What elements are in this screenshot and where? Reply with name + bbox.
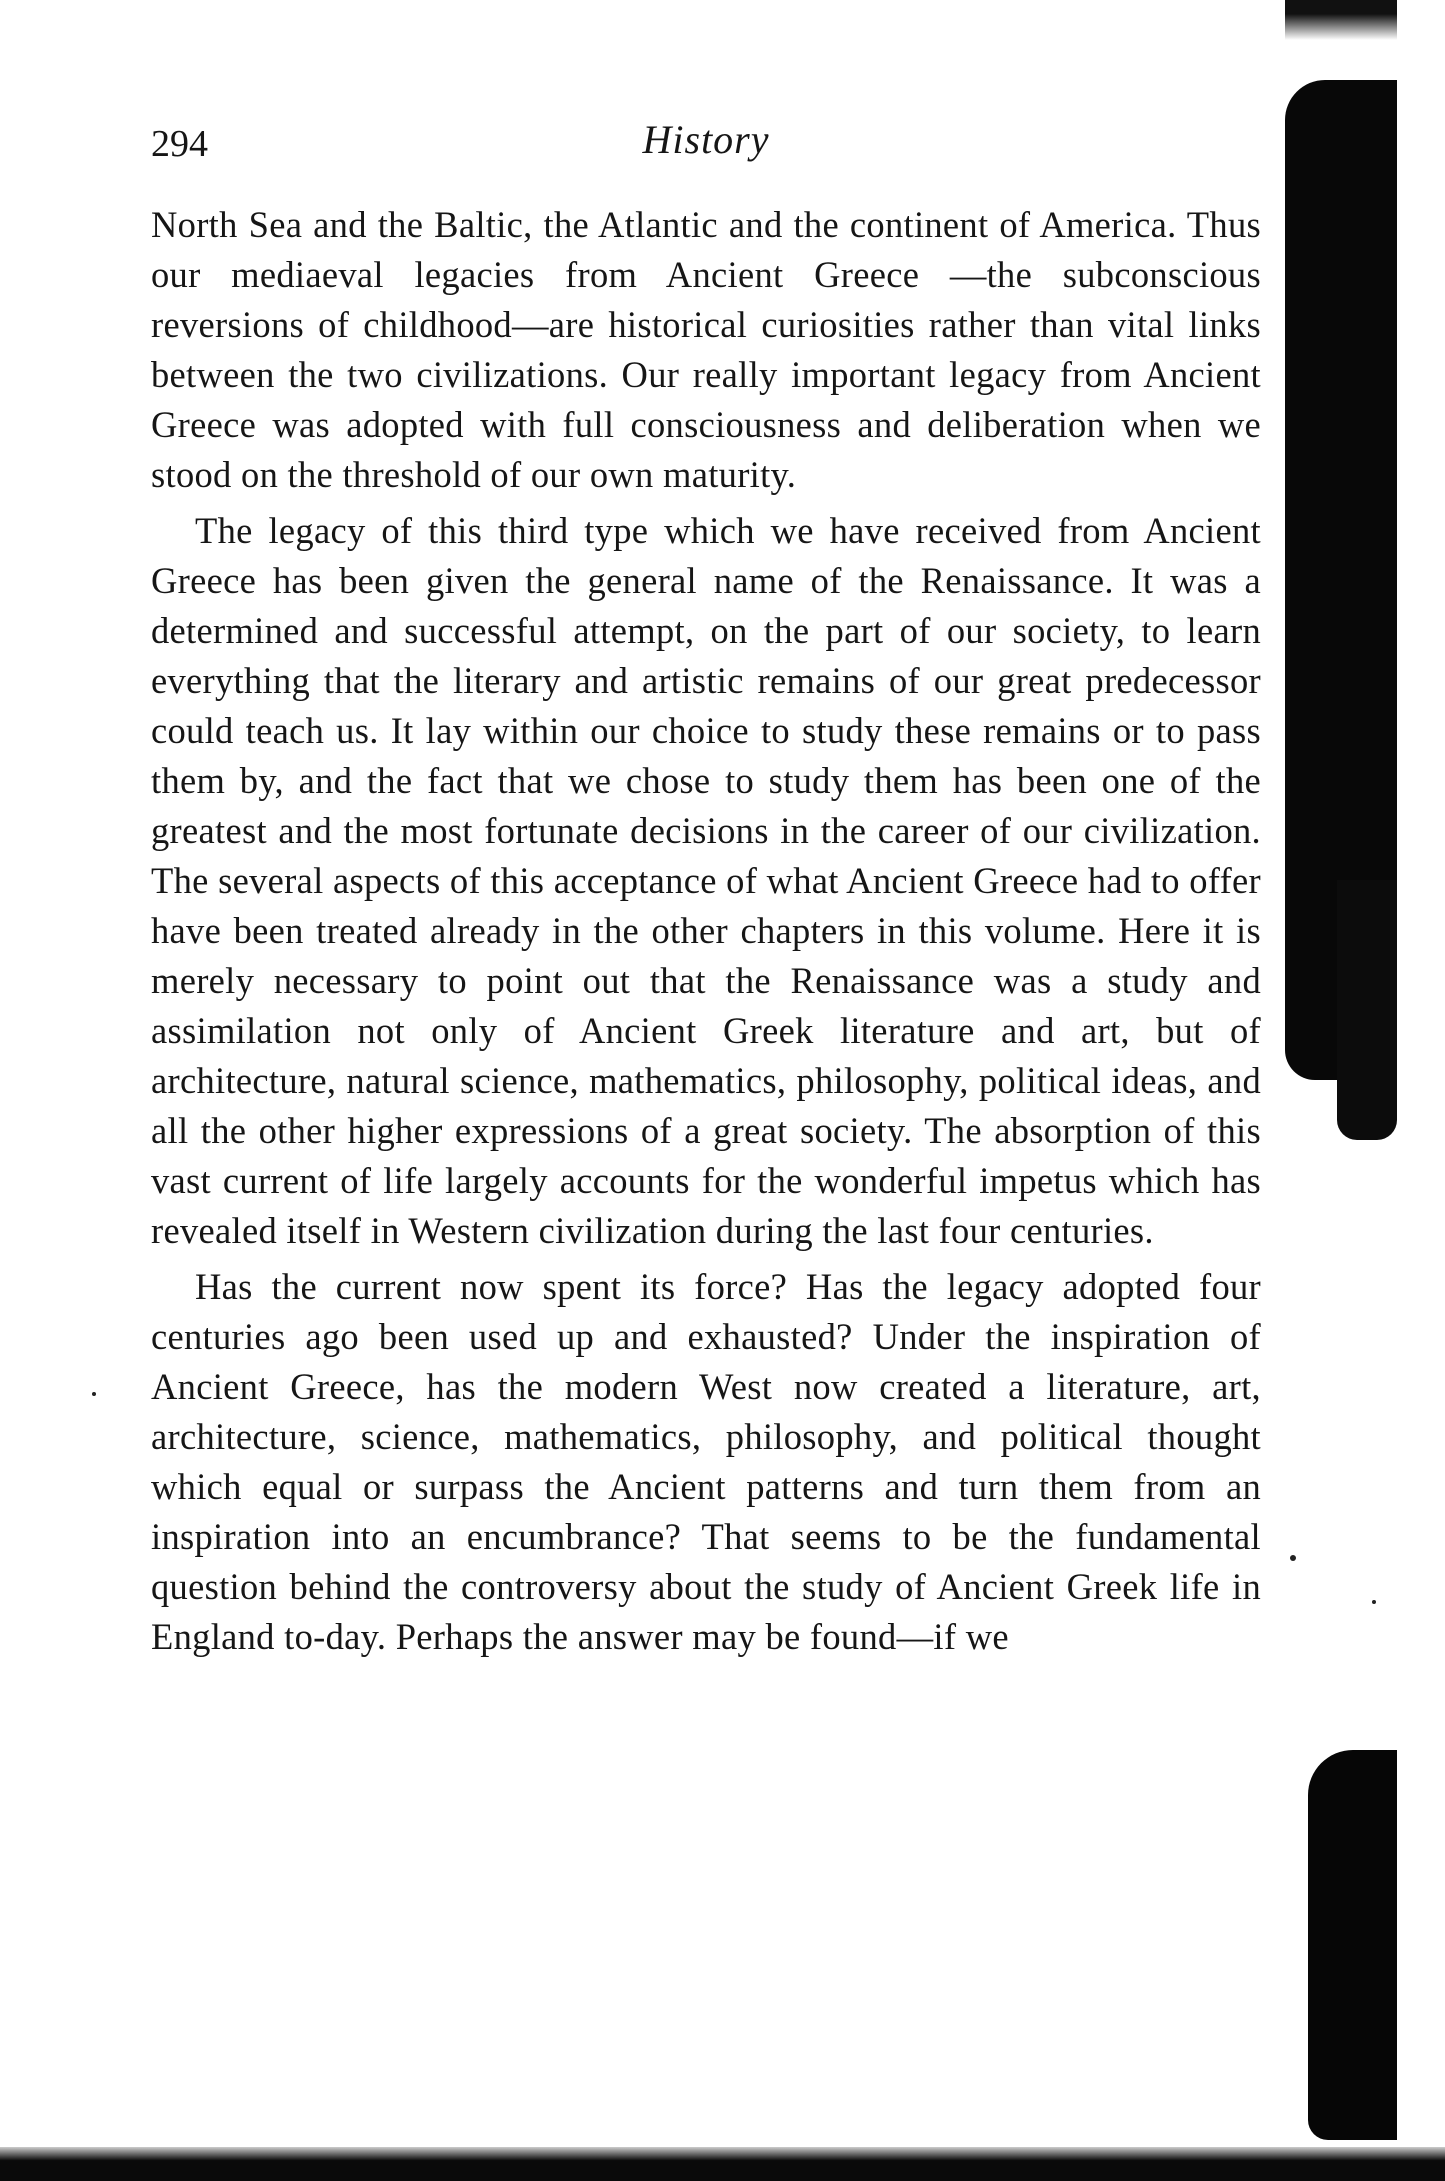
scan-speck xyxy=(1290,1555,1296,1561)
scan-shadow-right-upper-tail xyxy=(1337,880,1397,1140)
paragraph: Has the current now spent its force? Has the legacy adopted four centuries ago been used up and exhausted? Under the inspiration of Ancient Greece, has the modern West now created a literature, art, architecture, science, mathematics, philosophy, and political thought which equal or surpass the Ancient patterns and turn them from an inspiration into an encumbrance? That seems to be the fundamental question behind the controversy about the study of Ancient Greek life in England to-day. Perhaps the answer may be found—if we xyxy=(151,1266,1261,1657)
scan-shadow-bottom xyxy=(0,2147,1445,2181)
page-number: 294 xyxy=(151,123,208,165)
body-text xyxy=(151,200,1261,1662)
paragraph: The legacy of this third type which we have received from Ancient Greece has been given the general name of the Renaissance. It was a determined and successful attempt, on the part of our society, to learn everything that the literary and artistic remains of our great predecessor could teach us. It lay within our choice to study these remains or to pass them by, and the fact that we chose to study them has been one of the greatest and the most fortunate decisions in the career of our civilization. The several aspects of this acceptance of what Ancient Greece had to offer have been treated already in the other chapters in this volume. Here it is merely necessary to point out that the Renaissance was a study and assimilation not only of Ancient Greek literature and art, but of architecture, natural science, mathematics, philosophy, political ideas, and all the other higher expressions of a great society. The absorption of this vast current of life largely accounts for the wonderful impetus which has revealed itself in Western civilization during the last four centuries. xyxy=(151,510,1261,1251)
scan-shadow-right-lower xyxy=(1308,1750,1403,2140)
scan-speck xyxy=(1372,1600,1376,1604)
scan-speck xyxy=(92,1392,96,1396)
page-header xyxy=(151,116,1261,176)
scan-page-edge xyxy=(1397,0,1445,2181)
paragraph: North Sea and the Baltic, the Atlantic and the continent of America. Thus our mediaeval legacies from Ancient Greece —the subconscious reversions of childhood—are historical curiosities rather than vital links between the two civilizations. Our really important legacy from Ancient Greece was adopted with full consciousness and deliberation when we stood on the threshold of our own maturity. xyxy=(151,204,1261,495)
running-head: History xyxy=(642,117,770,162)
